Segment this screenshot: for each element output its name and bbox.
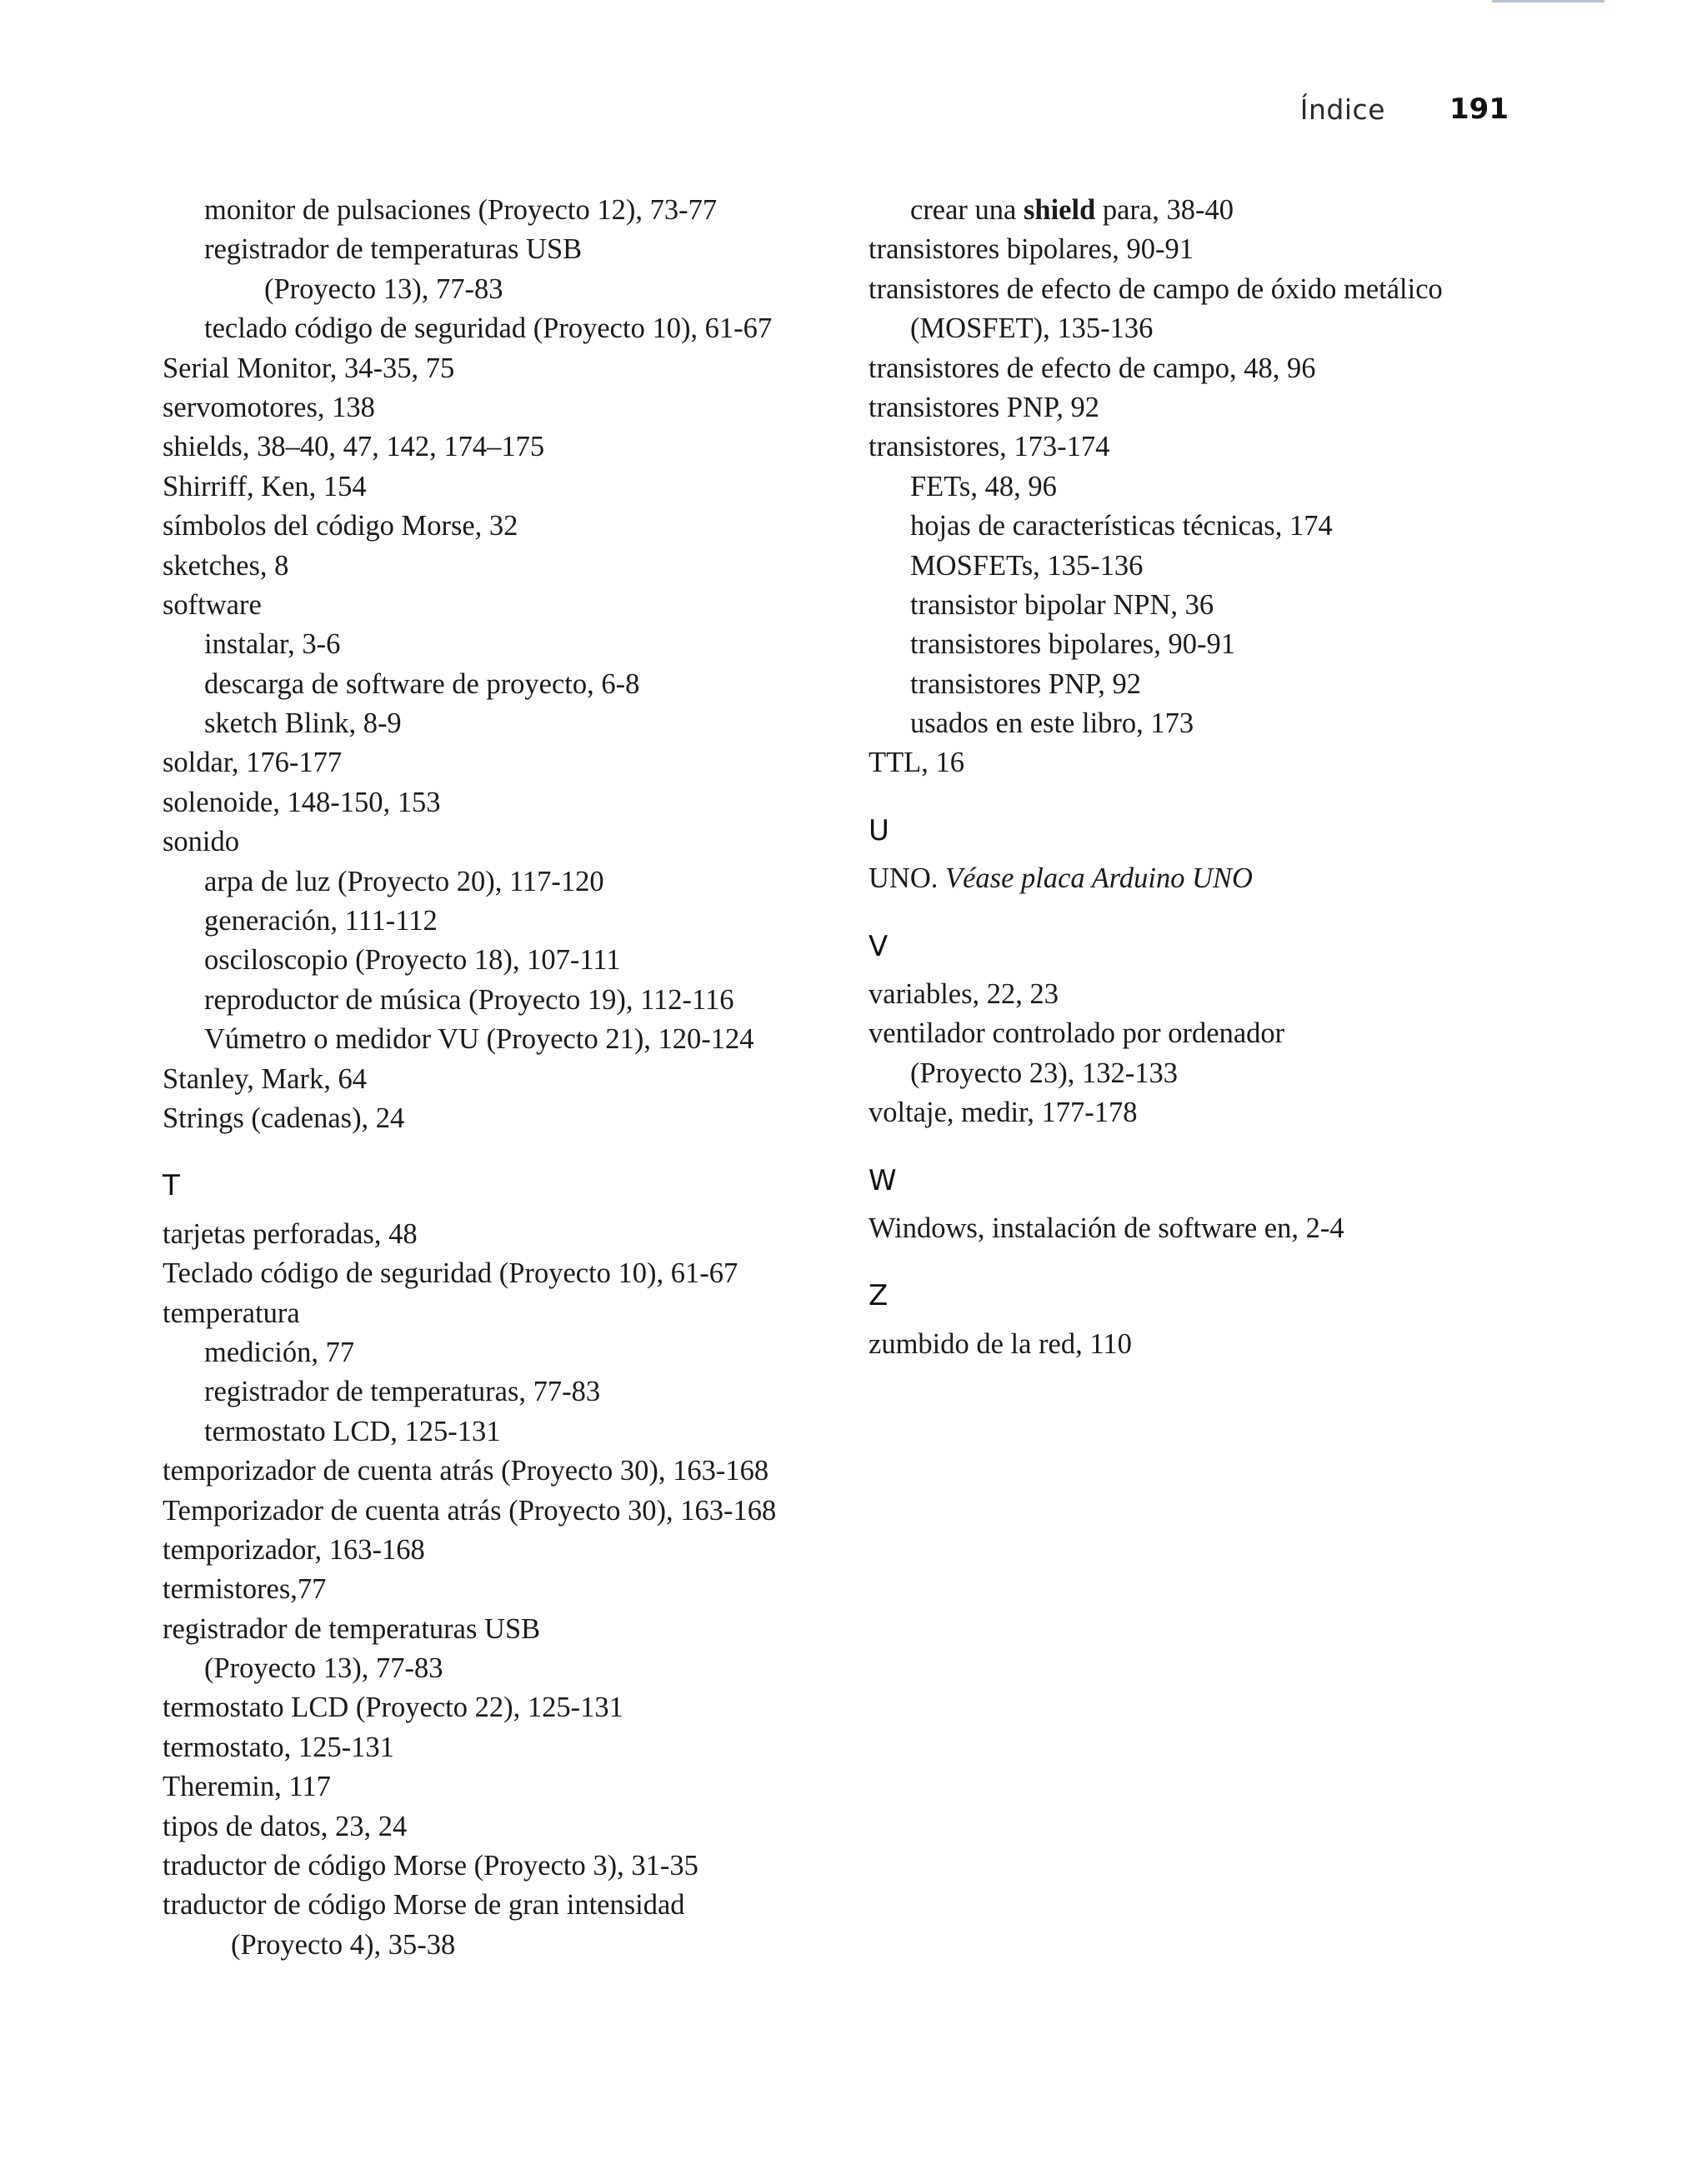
index-subentry: monitor de pulsaciones (Proyecto 12), 73-77 — [204, 194, 718, 226]
header-title: Índice — [1299, 93, 1385, 126]
index-subentry: reproductor de música (Proyecto 19), 112-116 — [204, 983, 734, 1016]
index-entry: Shirriff, Ken, 154 — [163, 470, 367, 502]
cross-reference: Véase placa Arduino UNO — [945, 862, 1253, 895]
index-entry: transistores, 173-174 — [869, 431, 1110, 463]
index-subentry: medición, 77 — [204, 1336, 355, 1368]
index-subentry: registrador de temperaturas USB — [204, 233, 583, 266]
index-entry: zumbido de la red, 110 — [869, 1327, 1132, 1360]
index-entry: temporizador de cuenta atrás (Proyecto 30), 163-168 — [163, 1455, 769, 1487]
index-subentry: sketch Blink, 8-9 — [204, 707, 402, 740]
index-subentry: termostato LCD, 125-131 — [204, 1415, 501, 1447]
index-entry: termostato, 125-131 — [163, 1731, 394, 1763]
index-entry: tipos de datos, 23, 24 — [163, 1810, 408, 1842]
index-continuation: (MOSFET), 135-136 — [910, 312, 1154, 345]
index-subentry: generación, 111-112 — [204, 905, 438, 937]
index-entry: termostato LCD (Proyecto 22), 125-131 — [163, 1692, 623, 1724]
index-entry: software — [163, 588, 262, 621]
index-entry: transistores de efecto de campo, 48, 96 — [869, 352, 1316, 384]
running-header — [1250, 93, 1509, 143]
index-entry: Serial Monitor, 34-35, 75 — [163, 352, 455, 384]
index-continuation: (Proyecto 4), 35-38 — [231, 1928, 456, 1961]
entry-text: para, 38-40 — [1095, 194, 1234, 226]
section-letter-z: Z — [869, 1279, 889, 1313]
index-continuation: (Proyecto 13), 77-83 — [204, 1652, 443, 1685]
entry-text: UNO. — [869, 862, 945, 895]
index-entry: shields, 38–40, 47, 142, 174–175 — [163, 431, 545, 463]
index-continuation: (Proyecto 23), 132-133 — [910, 1057, 1178, 1089]
index-entry: servomotores, 138 — [163, 391, 375, 423]
page-number: 191 — [1449, 92, 1509, 126]
index-entry: sketches, 8 — [163, 549, 289, 582]
section-letter-u: U — [869, 813, 889, 847]
section-letter-t: T — [163, 1169, 180, 1203]
index-subentry: arpa de luz (Proyecto 20), 117-120 — [204, 865, 604, 897]
index-entry: transistores de efecto de campo de óxido metálico — [869, 272, 1443, 305]
index-entry: soldar, 176-177 — [163, 747, 343, 779]
index-subentry — [869, 191, 1535, 230]
index-entry: ventilador controlado por ordenador — [869, 1017, 1285, 1050]
index-column-left — [163, 191, 854, 1965]
index-entry: Theremin, 117 — [163, 1771, 331, 1803]
index-subentry: MOSFETs, 135-136 — [910, 549, 1144, 582]
index-subentry: transistor bipolar NPN, 36 — [910, 588, 1214, 621]
index-entry: voltaje, medir, 177-178 — [869, 1097, 1138, 1129]
index-entry: Windows, instalación de software en, 2-4 — [869, 1212, 1344, 1244]
index-entry: traductor de código Morse de gran intensidad — [163, 1889, 685, 1922]
section-letter-v: V — [869, 929, 889, 963]
entry-bold-term: shield — [1023, 194, 1096, 226]
section-letter-w: W — [869, 1163, 897, 1197]
index-entry: registrador de temperaturas USB — [163, 1612, 541, 1645]
index-entry: Strings (cadenas), 24 — [163, 1102, 405, 1134]
index-subentry: registrador de temperaturas, 77-83 — [204, 1376, 601, 1408]
index-entry: TTL, 16 — [869, 747, 964, 779]
index-entry: Stanley, Mark, 64 — [163, 1062, 367, 1095]
index-entry: Temporizador de cuenta atrás (Proyecto 30), 163-168 — [163, 1494, 777, 1527]
index-column-right — [869, 191, 1535, 1364]
index-subentry: transistores PNP, 92 — [910, 667, 1141, 700]
index-subentry: transistores bipolares, 90-91 — [910, 628, 1235, 661]
index-subentry: descarga de software de proyecto, 6-8 — [204, 667, 640, 700]
index-subentry: usados en este libro, 173 — [910, 707, 1194, 740]
index-entry — [869, 859, 1535, 898]
index-subentry: hojas de características técnicas, 174 — [910, 510, 1333, 542]
entry-text: crear una — [910, 194, 1024, 226]
top-decorative-rule — [1492, 0, 1604, 2]
index-entry: transistores bipolares, 90-91 — [869, 233, 1194, 266]
index-entry: temperatura — [163, 1297, 300, 1329]
index-subentry: Vúmetro o medidor VU (Proyecto 21), 120-124 — [204, 1023, 754, 1056]
index-entry: temporizador, 163-168 — [163, 1533, 425, 1566]
index-entry: transistores PNP, 92 — [869, 391, 1099, 423]
index-entry: sonido — [163, 826, 240, 858]
index-subentry: teclado código de seguridad (Proyecto 10), 61-67 — [204, 312, 773, 345]
index-entry: símbolos del código Morse, 32 — [163, 510, 518, 542]
index-subentry: instalar, 3-6 — [204, 628, 341, 661]
index-continuation: (Proyecto 13), 77-83 — [264, 272, 503, 305]
index-subentry: osciloscopio (Proyecto 18), 107-111 — [204, 944, 621, 977]
index-entry: variables, 22, 23 — [869, 978, 1059, 1011]
index-entry: solenoide, 148-150, 153 — [163, 786, 441, 818]
index-subentry: FETs, 48, 96 — [910, 470, 1057, 502]
index-entry: traductor de código Morse (Proyecto 3), 31-35 — [163, 1850, 698, 1882]
index-entry: Teclado código de seguridad (Proyecto 10), 61-67 — [163, 1257, 738, 1290]
index-entry: tarjetas perforadas, 48 — [163, 1217, 418, 1250]
index-entry: termistores,77 — [163, 1573, 327, 1606]
